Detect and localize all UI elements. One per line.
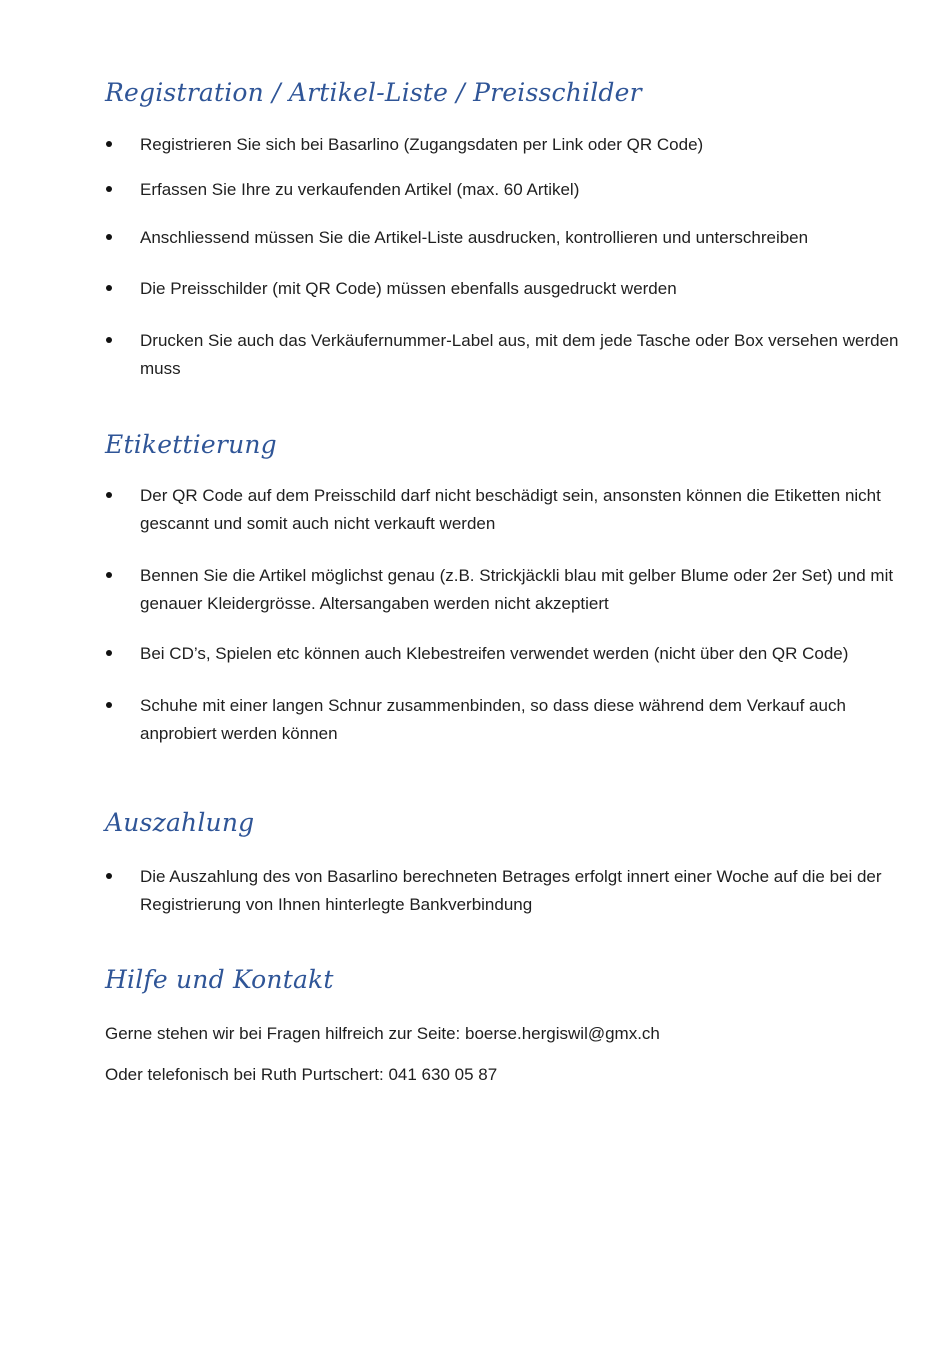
heading-etikettierung: Etikettierung xyxy=(105,430,277,459)
list-item xyxy=(104,176,910,204)
list-item-text: Anschliessend müssen Sie die Artikel-Liste ausdrucken, kontrollieren und unterschreiben xyxy=(140,228,809,247)
contact-email-line: Gerne stehen wir bei Fragen hilfreich zur Seite: boerse.hergiswil@gmx.ch xyxy=(105,1024,660,1043)
list-item-text: Bennen Sie die Artikel möglichst genau (z.B. Strickjäckli blau mit gelber Blume oder 2er Set) und mit genauer Kleidergrösse. Altersangaben werden nicht akzeptiert xyxy=(140,566,894,613)
bullet-icon xyxy=(104,275,140,303)
list-item xyxy=(104,224,910,252)
bullet-icon xyxy=(104,131,140,159)
bullet-icon xyxy=(104,327,140,355)
list-item-text: Die Preisschilder (mit QR Code) müssen ebenfalls ausgedruckt werden xyxy=(140,279,677,298)
list-item-text: Die Auszahlung des von Basarlino berechneten Betrages erfolgt innert einer Woche auf die bei der Registrierung von Ihnen hinterlegte Bankverbindung xyxy=(140,867,882,914)
list-item-text: Drucken Sie auch das Verkäufernummer-Label aus, mit dem jede Tasche oder Box versehen werden muss xyxy=(140,331,899,378)
list-item-text: Der QR Code auf dem Preisschild darf nicht beschädigt sein, ansonsten können die Etiketten nicht gescannt und somit auch nicht verkauft werden xyxy=(140,486,881,533)
list-item xyxy=(104,562,910,618)
heading-registration: Registration / Artikel-Liste / Preisschilder xyxy=(105,78,642,107)
bullet-icon xyxy=(104,562,140,590)
list-item xyxy=(104,692,910,748)
list-item-text: Schuhe mit einer langen Schnur zusammenbinden, so dass diese während dem Verkauf auch anprobiert werden können xyxy=(140,696,846,743)
list-item-text: Bei CD’s, Spielen etc können auch Klebestreifen verwendet werden (nicht über den QR Code) xyxy=(140,644,849,663)
bullet-icon xyxy=(104,640,140,668)
bullet-icon xyxy=(104,692,140,720)
contact-phone-line: Oder telefonisch bei Ruth Purtschert: 041 630 05 87 xyxy=(105,1065,498,1084)
list-item-text: Erfassen Sie Ihre zu verkaufenden Artikel (max. 60 Artikel) xyxy=(140,180,580,199)
bullet-icon xyxy=(104,224,140,252)
list-item xyxy=(104,482,910,538)
list-item xyxy=(104,275,910,303)
bullet-icon xyxy=(104,863,140,891)
heading-kontakt: Hilfe und Kontakt xyxy=(105,965,334,994)
bullet-icon xyxy=(104,482,140,510)
list-item xyxy=(104,131,910,159)
heading-auszahlung: Auszahlung xyxy=(105,808,255,837)
list-item xyxy=(104,863,910,919)
bullet-icon xyxy=(104,176,140,204)
list-item xyxy=(104,327,910,383)
list-item xyxy=(104,640,910,668)
list-item-text: Registrieren Sie sich bei Basarlino (Zugangsdaten per Link oder QR Code) xyxy=(140,135,704,154)
